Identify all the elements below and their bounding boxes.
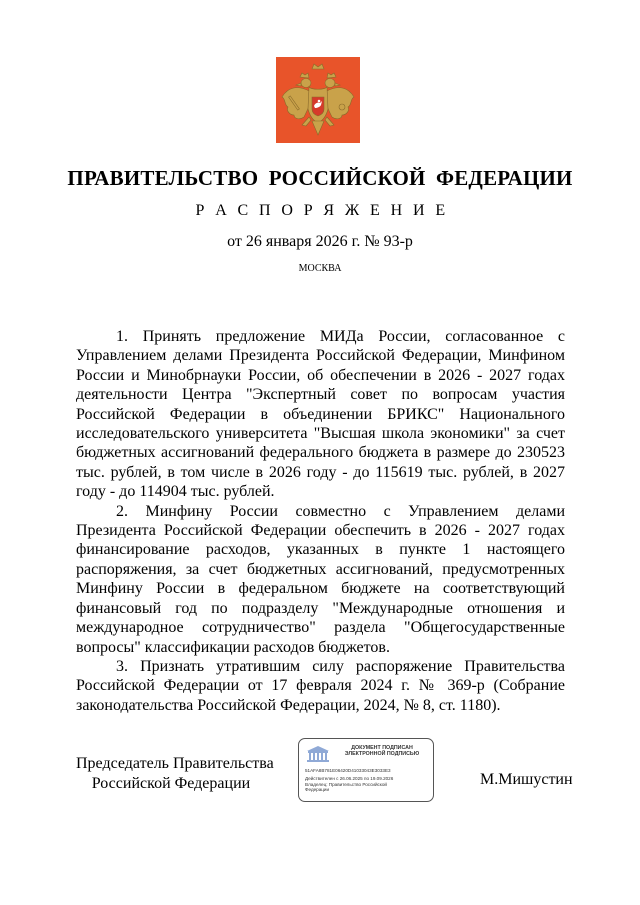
document-city: МОСКВА [298,263,342,274]
signer-position [76,754,274,793]
stamp-title [333,745,431,758]
stamp-title-line1: ДОКУМЕНТ ПОДПИСАН [351,745,413,751]
document-body [76,327,565,715]
government-title: ПРАВИТЕЛЬСТВО РОССИЙСКОЙ ФЕДЕРАЦИИ [67,166,573,190]
document-type: Р А С П О Р Я Ж Е Н И Е [195,202,449,219]
signer-position-line1: Председатель Правительства [76,755,274,772]
stamp-owner-line1: Владелец: Правительство Российской [305,781,387,787]
stamp-title-line2: ЭЛЕКТРОННОЙ ПОДПИСЬЮ [344,751,420,758]
stamp-certificate: 51AFA8B781E06420D41033043E3033E3 [305,768,391,773]
paragraph-1: 1. Принять предложение МИДа России, согласованное с Управлением делами Президента Российской Федерации, Минфином России и Минобрнауки России, об обеспечении в 2026 - 2027 годах деятельности Центра "Экспертный совет по вопросам участия Российской Федерации в объединении БРИКС" Национального исследовательского университета "Высшая школа экономики" за счет бюджетных ассигнований федерального бюджета в размере до 230523 тыс. рублей, в том числе в 2026 году - до 115619 тыс. рублей, в 2027 году - до 114904 тыс. рублей. [76,328,565,501]
signer-position-line2: Российской Федерации [91,774,251,792]
government-building-icon [305,743,331,763]
signer-name: М.Мишустин [480,771,573,788]
document-date-number: от 26 января 2026 г. № 93-р [227,233,413,250]
stamp-validity: Действителен с 26.06.2025 по 19.09.2026 [305,776,394,781]
paragraph-3: 3. Признать утратившим силу распоряжение Правительства Российской Федерации от 17 февраля 2024 г. № 369-р (Собрание законодательства Российской Федерации, 2024, № 8, ст. 1180). [76,657,565,714]
stamp-owner-line2: Федерации [305,787,330,792]
paragraph-2: 2. Минфину России совместно с Управлением делами Президента Российской Федерации обеспечить в 2026 - 2027 годах финансирование расходов, указанных в пункте 1 настоящего распоряжения, за счет бюджетных ассигнований, предусмотренных Минфину России в федеральном бюджете на соответствующий финансовый год по подразделу "Международные отношения и международное сотрудничество" раздела "Общегосударственные вопросы" классификации расходов бюджетов. [76,502,565,656]
coat-of-arms-icon [276,57,360,143]
electronic-signature-stamp [298,738,434,802]
